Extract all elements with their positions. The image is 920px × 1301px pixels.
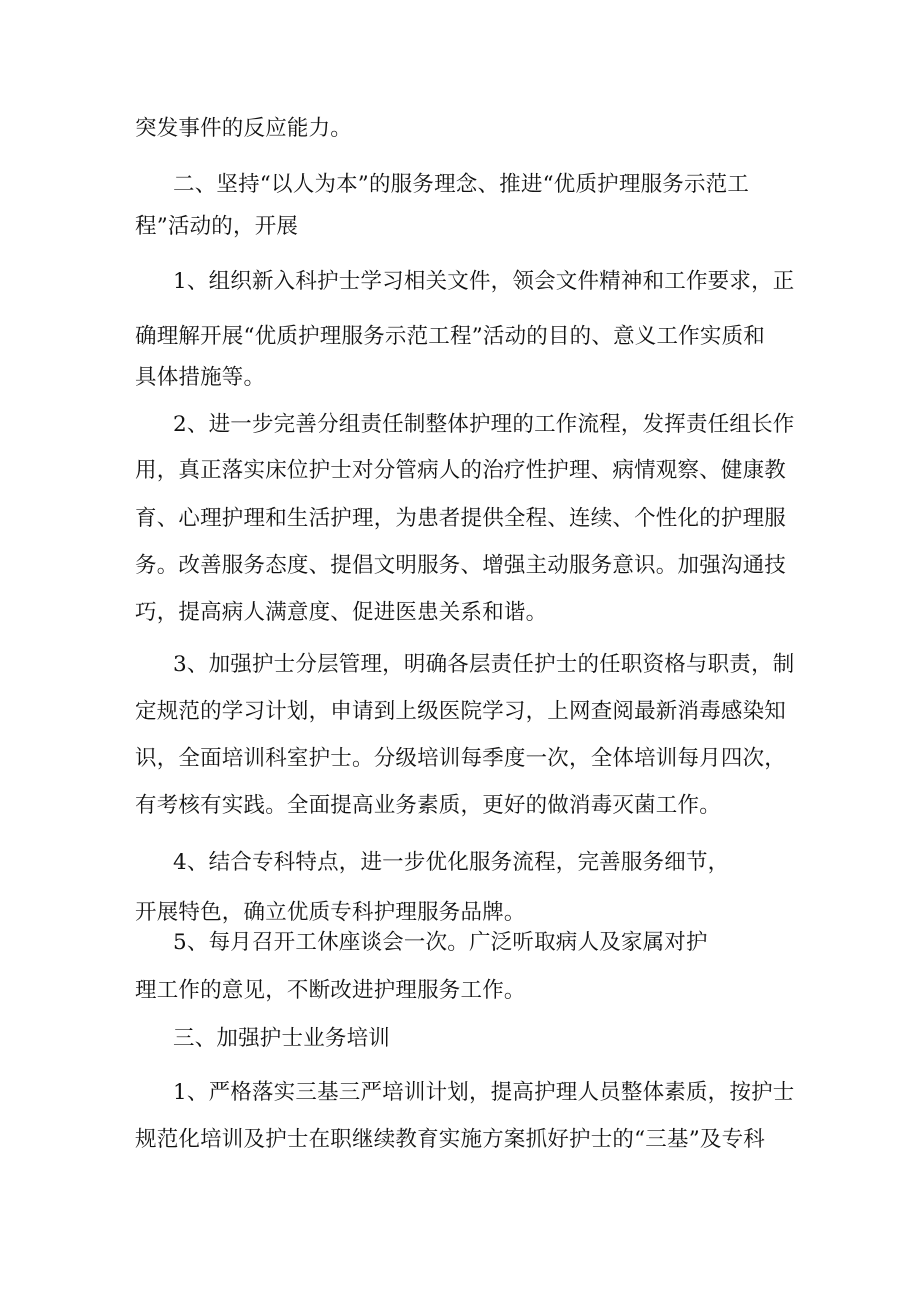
text-line-3: 程”活动的，开展 [135, 214, 299, 239]
paragraph-3-line-3: 识，全面培训科室护士。分级培训每季度一次，全体培训每月四次， [135, 746, 787, 771]
paragraph-6-line-1: 1、严格落实三基三严培训计划，提高护理人员整体素质，按护士 [173, 1080, 795, 1105]
paragraph-5-line-1: 5、每月召开工休座谈会一次。广泛听取病人及家属对护 [173, 930, 708, 955]
paragraph-3-line-1: 3、加强护士分层管理，明确各层责任护士的任职资格与职责，制 [173, 652, 795, 677]
paragraph-5-line-2: 理工作的意见，不断改进护理服务工作。 [135, 978, 526, 1003]
paragraph-1-line-2: 确理解开展“优质护理服务示范工程”活动的目的、意义工作实质和 [135, 324, 765, 349]
paragraph-2-line-3: 育、心理护理和生活护理，为患者提供全程、连续、个性化的护理服 [135, 506, 787, 531]
section-heading-2: 二、坚持“以人为本”的服务理念、推进“优质护理服务示范工 [173, 172, 750, 197]
paragraph-4-line-2: 开展特色，确立优质专科护理服务品牌。 [135, 900, 526, 925]
paragraph-1-line-1: 1、组织新入科护士学习相关文件，领会文件精神和工作要求，正 [173, 269, 795, 294]
section-heading-3: 三、加强护士业务培训 [173, 1026, 391, 1051]
paragraph-2-line-5: 巧，提高病人满意度、促进医患关系和谐。 [135, 600, 548, 625]
paragraph-1-line-3: 具体措施等。 [135, 365, 266, 390]
paragraph-3-line-4: 有考核有实践。全面提高业务素质，更好的做消毒灭菌工作。 [135, 793, 721, 818]
paragraph-4-line-1: 4、结合专科特点，进一步优化服务流程，完善服务细节， [173, 850, 730, 875]
paragraph-2-line-4: 务。改善服务态度、提倡文明服务、增强主动服务意识。加强沟通技 [135, 553, 787, 578]
paragraph-2-line-2: 用，真正落实床位护士对分管病人的治疗性护理、病情观察、健康教 [135, 458, 787, 483]
paragraph-2-line-1: 2、进一步完善分组责任制整体护理的工作流程，发挥责任组长作 [173, 412, 795, 437]
text-line-1: 突发事件的反应能力。 [135, 116, 353, 141]
paragraph-3-line-2: 定规范的学习计划，申请到上级医院学习，上网查阅最新消毒感染知 [135, 699, 787, 724]
paragraph-6-line-2: 规范化培训及护士在职继续教育实施方案抓好护士的“三基”及专科 [135, 1127, 765, 1152]
